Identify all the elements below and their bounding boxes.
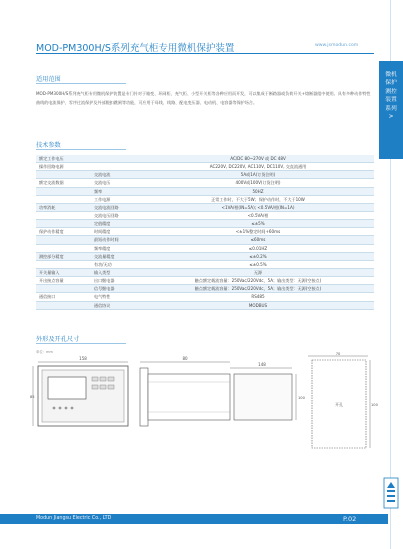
spec-group: 功率消耗 <box>36 203 91 211</box>
cutout-height-label: 100 <box>371 403 378 407</box>
spec-group: 额定交流数据 <box>36 179 91 187</box>
spec-item: 通信协议 <box>91 301 142 309</box>
unit-note: 单位：mm <box>36 350 53 354</box>
spec-value: 5A或1A(订货注明) <box>142 171 374 179</box>
table-row <box>36 171 374 179</box>
spec-value: MODBUS <box>142 301 374 309</box>
spec-item: 最短动作时间 <box>91 236 142 244</box>
spec-item: 交流电压回路 <box>91 211 142 219</box>
spec-group: 保护动作精度 <box>36 228 91 236</box>
table-row <box>36 277 374 285</box>
table-row <box>36 228 374 236</box>
spec-group <box>36 260 91 268</box>
side-height-label: 100 <box>298 396 305 400</box>
spec-value: ≤0.01HZ <box>142 244 374 252</box>
table-row <box>36 203 374 211</box>
spec-value: 正常工作时，不大于5W；保护动作时，不大于10W <box>142 195 374 203</box>
side-total-label: 148 <box>258 362 266 367</box>
scope-heading: 适用范围 <box>36 76 61 83</box>
table-row <box>36 301 374 309</box>
table-row <box>36 187 374 195</box>
spec-value: AC220V, DC220V, AC110V, DC110V, 交直流通用 <box>142 163 374 171</box>
cutout-top-label: 70 <box>335 352 341 356</box>
spec-value: ≤60ms <box>142 236 374 244</box>
table-row <box>36 285 374 293</box>
page-number: P.02 <box>343 515 357 523</box>
spec-group <box>36 236 91 244</box>
table-row <box>36 252 374 260</box>
spec-group <box>36 301 91 309</box>
spec-item: 信号继电器 <box>91 285 142 293</box>
spec-value: 触点额定载流容量：250Vac/220Vdc，5A；输出类型：无源(空接点) <box>142 277 374 285</box>
side-view <box>140 356 306 426</box>
website-url[interactable]: www.jsmodun.com <box>315 43 359 48</box>
lcd-screen <box>48 377 86 399</box>
spec-table <box>36 155 374 310</box>
spec-item: 交流量精度 <box>91 252 142 260</box>
spec-item: 交流电流 <box>91 171 142 179</box>
spec-value: ≤±0.5% <box>142 260 374 268</box>
spec-group: 测控部分精度 <box>36 252 91 260</box>
spec-group: 开关量输入 <box>36 268 91 276</box>
table-row <box>36 260 374 268</box>
dimension-drawings <box>30 352 378 460</box>
dims-heading: 外形及开孔尺寸 <box>36 336 80 343</box>
front-height-label: 85 <box>30 395 35 399</box>
spec-value: <1VA/相(IN=5A); <0.5VA/相(IN=1A) <box>142 203 374 211</box>
table-row <box>36 155 374 163</box>
spec-value: ≤±0.2% <box>142 252 374 260</box>
spec-item <box>91 163 142 171</box>
spec-item: 输入类型 <box>91 268 142 276</box>
spec-value: AC/DC 80~270V 或 DC 48V <box>142 155 374 163</box>
spec-item: 电气特性 <box>91 293 142 301</box>
spec-item: 定值精度 <box>91 220 142 228</box>
spec-item: 交流电压 <box>91 179 142 187</box>
spec-group <box>36 211 91 219</box>
spec-group <box>36 187 91 195</box>
table-row <box>36 268 374 276</box>
spec-item: 频率精度 <box>91 244 142 252</box>
scope-divider <box>36 83 126 84</box>
table-row <box>36 163 374 171</box>
side-category-label: 微机保护测控装置系列 > <box>385 72 397 121</box>
spec-group: 通信接口 <box>36 293 91 301</box>
dims-divider <box>36 343 126 344</box>
table-row <box>36 293 374 301</box>
tech-heading: 技术参数 <box>36 142 61 149</box>
spec-group <box>36 285 91 293</box>
spec-value: 400V或100V(订货注明) <box>142 179 374 187</box>
spec-value: ≤±5% <box>142 220 374 228</box>
cutout-view <box>308 352 379 448</box>
spec-group: 开出接点容量 <box>36 277 91 285</box>
table-row <box>36 244 374 252</box>
cutout-label: 开孔 <box>335 402 343 407</box>
scope-paragraph: MOD-PM300H/S系列充气柜专用微机保护装置是专门针对于箱变、环网柜、充气柜、小型开关柜等各种应用而开发，可以集成于断路器或负荷开关+熔断器组中使用。具有多种动作特性曲线的电流保护、零序过流保护及外部脱扣跳闸等功能，可应用于母线、线路、配电变压器、电动机、电容器等保护场合。 <box>36 91 371 105</box>
tech-divider <box>36 149 126 150</box>
spec-item: 有功/无功 <box>91 260 142 268</box>
spec-item: 工作电源 <box>91 195 142 203</box>
spec-item <box>91 155 142 163</box>
spec-value: RS485 <box>142 293 374 301</box>
table-row <box>36 236 374 244</box>
front-width-label: 158 <box>79 356 87 361</box>
spec-item: 交流电流回路 <box>91 203 142 211</box>
spec-value: 触点额定载流容量：250Vac/220Vdc，5A；输出类型：无源(空接点) <box>142 285 374 293</box>
spec-group: 操作回路电源 <box>36 163 91 171</box>
spec-value: <0.5VA/相 <box>142 211 374 219</box>
spec-value: 无源 <box>142 268 374 276</box>
side-depth-label: 80 <box>182 356 188 361</box>
spec-item: 频率 <box>91 187 142 195</box>
title-divider <box>36 53 374 54</box>
spec-item: 时间精度 <box>91 228 142 236</box>
table-row <box>36 195 374 203</box>
spec-item: 出口继电器 <box>91 277 142 285</box>
brand-logo-icon <box>382 476 400 510</box>
table-row <box>36 211 374 219</box>
spec-value: 50HZ <box>142 187 374 195</box>
spec-group <box>36 195 91 203</box>
spec-group: 额定工作电压 <box>36 155 91 163</box>
spec-group <box>36 171 91 179</box>
front-view <box>30 356 128 426</box>
spec-group <box>36 244 91 252</box>
table-row <box>36 220 374 228</box>
page-title: MOD-PM300H/S系列充气柜专用微机保护装置 <box>36 43 235 54</box>
table-row <box>36 179 374 187</box>
spec-value: <±1%整定时间+60ms <box>142 228 374 236</box>
company-name: Modun Jiangsu Electric Co., LTD <box>36 516 112 521</box>
spec-group <box>36 220 91 228</box>
